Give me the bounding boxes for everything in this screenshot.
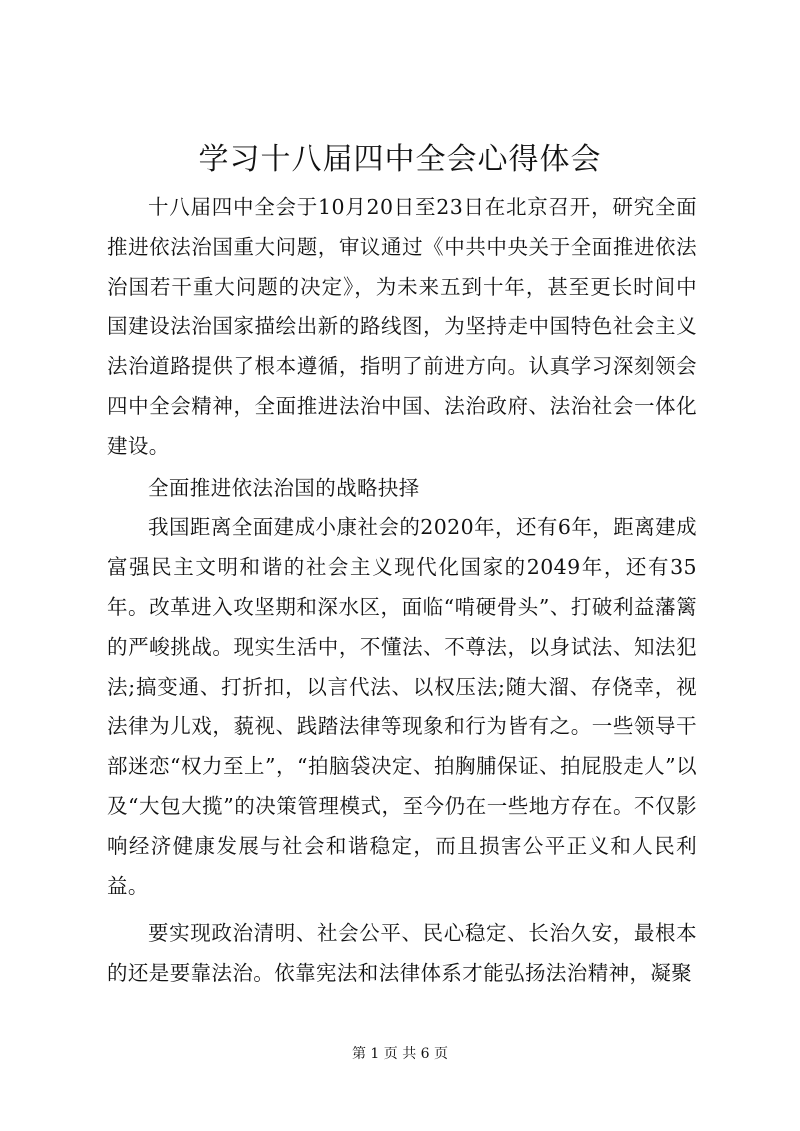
page-footer: 第 1 页 共 6 页 bbox=[351, 1046, 449, 1062]
document-title: 学习十八届四中全会心得体会 bbox=[198, 142, 602, 177]
section-heading: 全面推进依法治国的战略抉择 bbox=[148, 475, 420, 500]
paragraph-intro: 十八届四中全会于10月20日至23日在北京召开，研究全面推进依法治国重大问题，审议通过《中共中央关于全面推进依法治国若干重大问题的决定》，为未来五到十年，甚至更长时间中国建设法治国家描绘出新的路线图，为坚持走中国特色社会主义法治道路提供了根本遵循，指明了前进方向。认真学习深刻领会四中全会精神，全面推进法治中国、法治政府、法治社会一体化建设。 bbox=[107, 195, 697, 458]
paragraph-rule-of-law: 要实现政治清明、社会公平、民心稳定、长治久安，最根本的还是要靠法治。依靠宪法和法律体系才能弘扬法治精神，凝聚 bbox=[107, 921, 697, 986]
document-body bbox=[107, 188, 697, 994]
paragraph-strategy: 我国距离全面建成小康社会的2020年，还有6年，距离建成富强民主文明和谐的社会主义现代化国家的2049年，还有35年。改革进入攻坚期和深水区，面临“啃硬骨头”、打破利益藩篱的严峻挑战。现实生活中，不懂法、不尊法，以身试法、知法犯法;搞变通、打折扣，以言代法、以权压法;随大溜、存侥幸，视法律为儿戏，藐视、践踏法律等现象和行为皆有之。一些领导干部迷恋“权力至上”，“拍脑袋决定、拍胸脯保证、拍屁股走人”以及“大包大揽”的决策管理模式，至今仍在一些地方存在。不仅影响经济健康发展与社会和谐稳定，而且损害公平正义和人民利益。 bbox=[107, 515, 697, 898]
